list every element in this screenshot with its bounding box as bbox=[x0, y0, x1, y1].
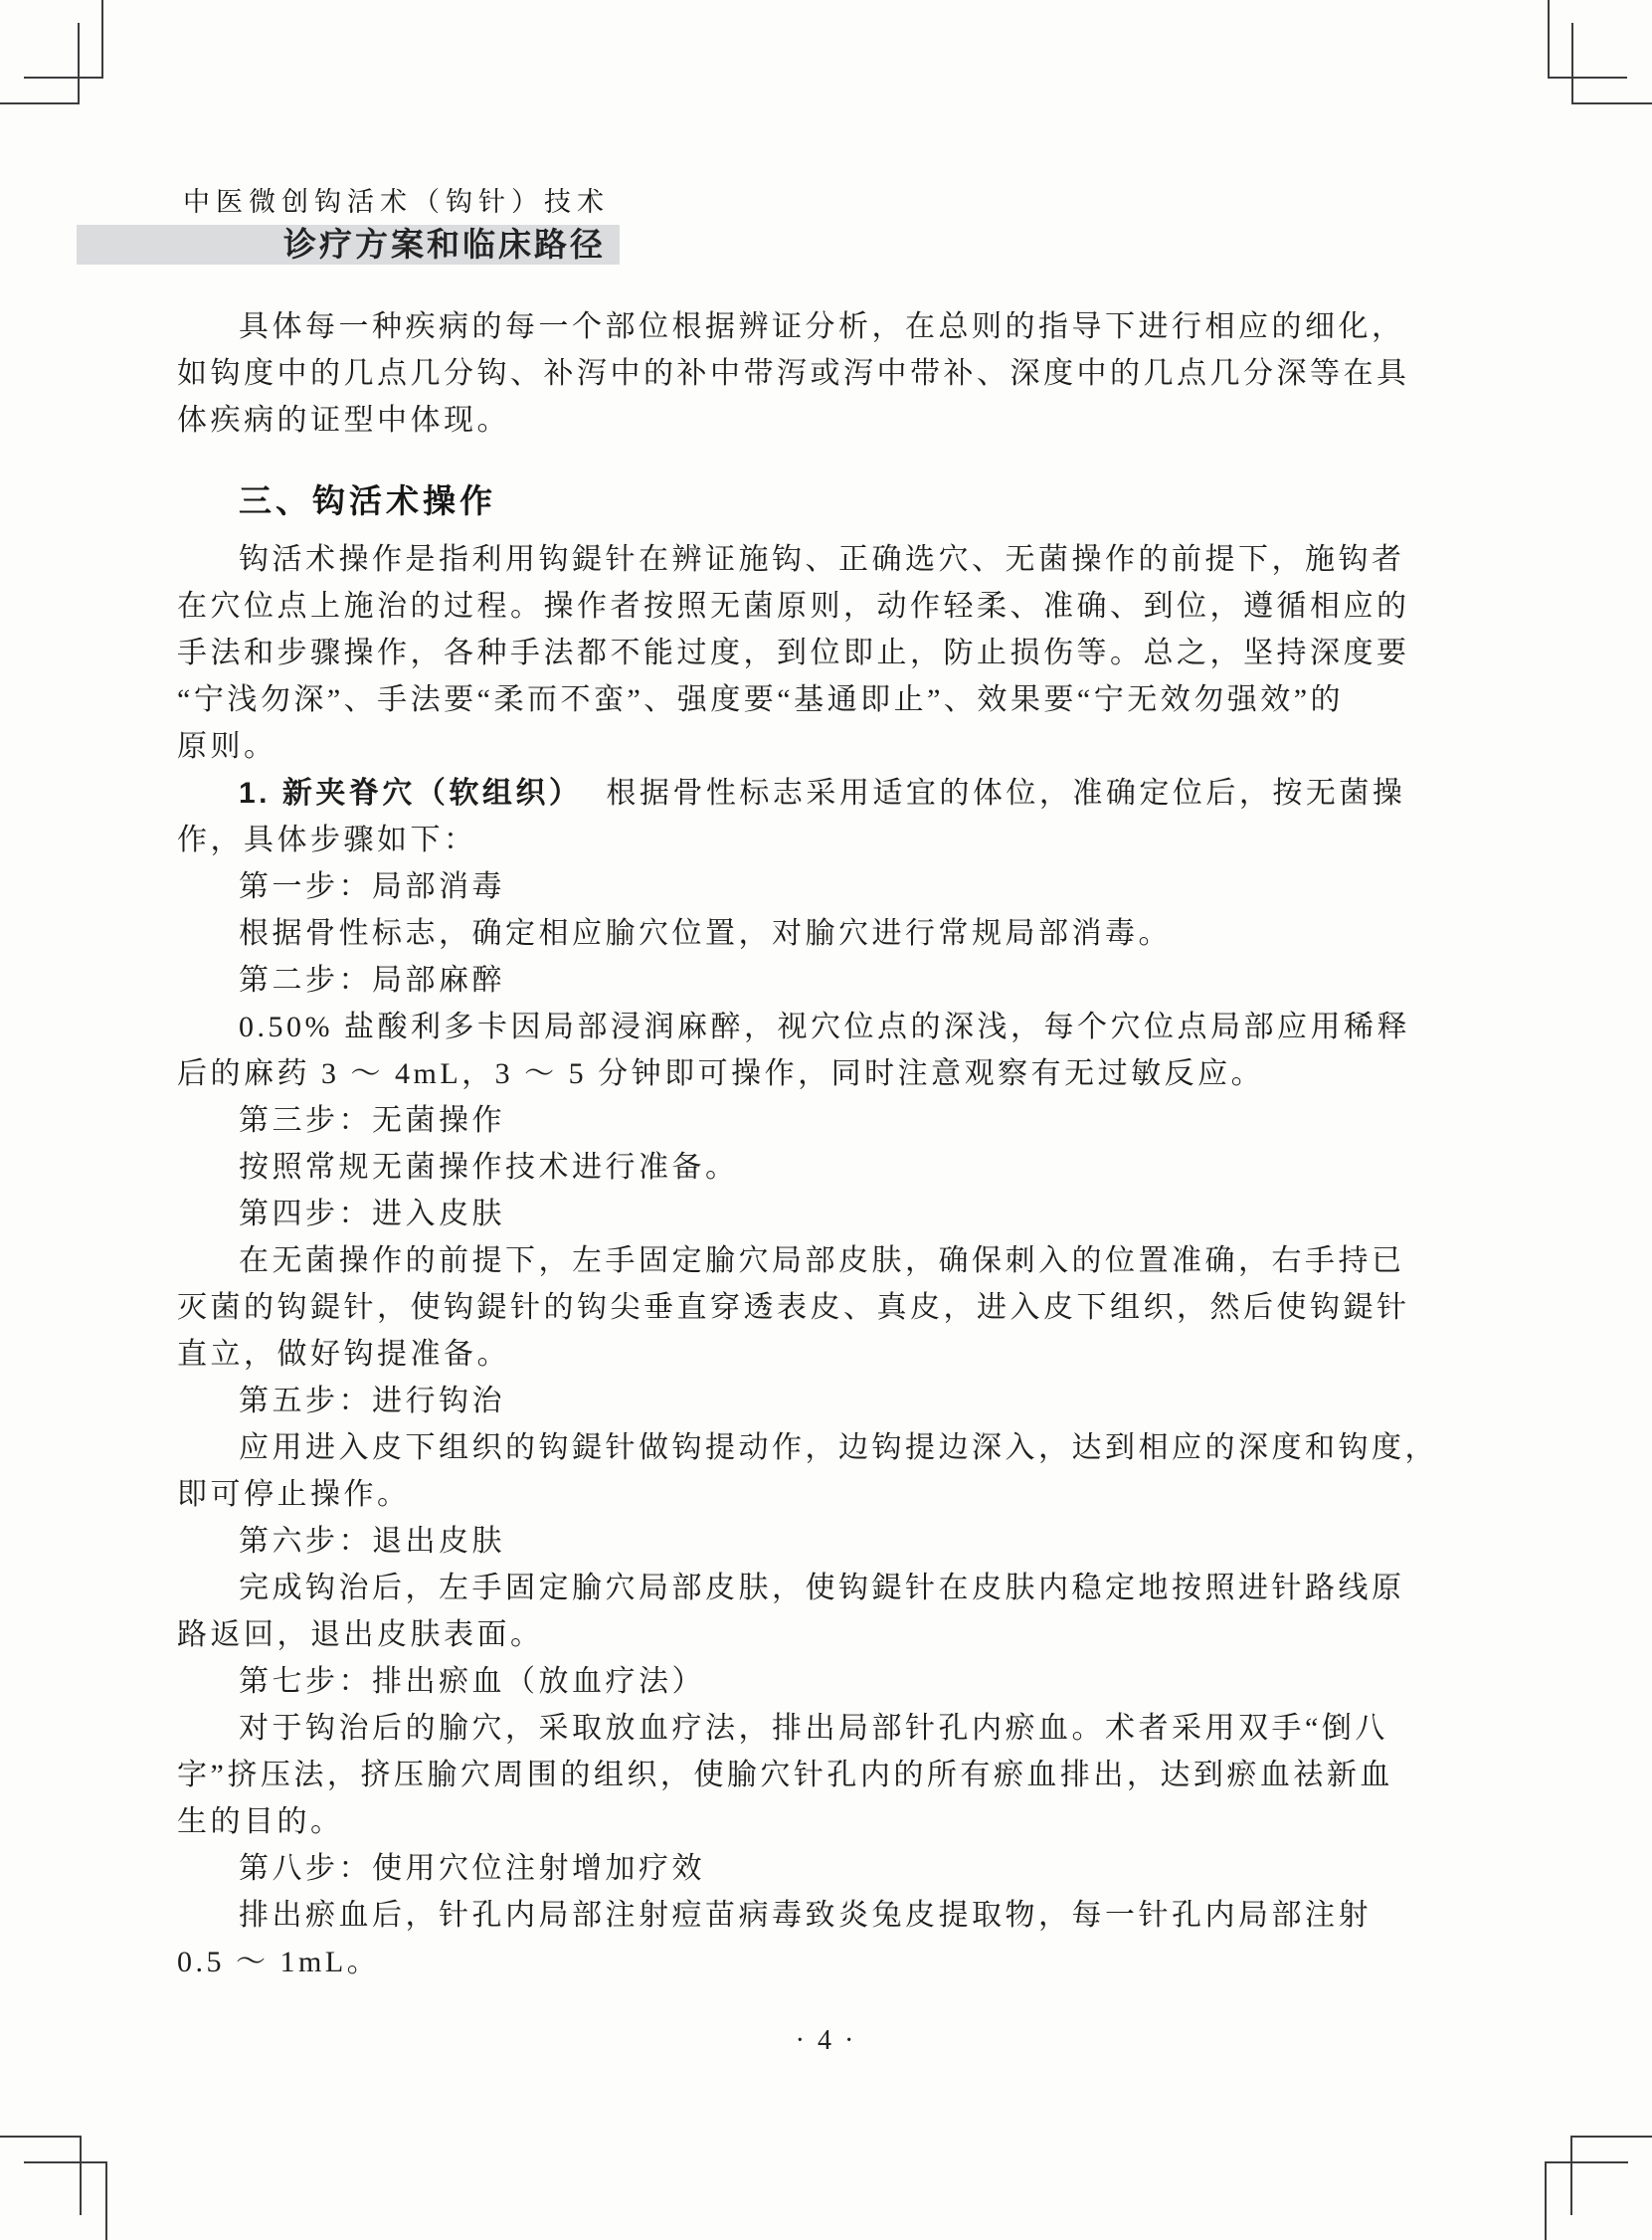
step-label: 第二步：局部麻醉 bbox=[239, 964, 505, 997]
step-body-line: 生的目的。 bbox=[177, 1805, 344, 1838]
chapter-band bbox=[77, 225, 620, 265]
crop-mark-top-right-inner bbox=[1571, 23, 1652, 104]
paragraph-line: 钩活术操作是指利用钩鍉针在辨证施钩、正确选穴、无菌操作的前提下，施钩者 bbox=[239, 543, 1405, 576]
step-label: 第七步：排出瘀血（放血疗法） bbox=[239, 1665, 705, 1698]
paragraph-line: 在穴位点上施治的过程。操作者按照无菌原则，动作轻柔、准确、到位，遵循相应的 bbox=[177, 590, 1410, 623]
step-label: 第一步：局部消毒 bbox=[239, 870, 505, 903]
step-body-line: 0.50% 盐酸利多卡因局部浸润麻醉，视穴位点的深浅，每个穴位点局部应用稀释 bbox=[239, 1011, 1410, 1043]
step-body-line: 应用进入皮下组织的钩鍉针做钩提动作，边钩提边深入，达到相应的深度和钩度， bbox=[239, 1431, 1438, 1464]
page-number: · 4 · bbox=[795, 2025, 857, 2056]
book-title: 中医微创钩活术（钩针）技术 bbox=[183, 187, 610, 217]
step-body-line: 灭菌的钩鍉针，使钩鍉针的钩尖垂直穿透表皮、真皮，进入皮下组织，然后使钩鍉针 bbox=[177, 1291, 1410, 1324]
body-text bbox=[177, 303, 1486, 1985]
paragraph-line: 具体每一种疾病的每一个部位根据辨证分析，在总则的指导下进行相应的细化， bbox=[239, 310, 1405, 343]
crop-mark-bottom-right-inner bbox=[1570, 2136, 1652, 2215]
step-body-line: 直立，做好钩提准备。 bbox=[177, 1338, 510, 1371]
step-body-line: 后的麻药 3 ～ 4mL，3 ～ 5 分钟即可操作，同时注意观察有无过敏反应。 bbox=[177, 1057, 1265, 1090]
step-body-line: 即可停止操作。 bbox=[177, 1478, 411, 1511]
paragraph-line: 手法和步骤操作，各种手法都不能过度，到位即止，防止损伤等。总之，坚持深度要 bbox=[177, 637, 1410, 669]
step-body-line: 按照常规无菌操作技术进行准备。 bbox=[239, 1151, 739, 1184]
step-body-line: 对于钩治后的腧穴，采取放血疗法，排出局部针孔内瘀血。术者采用双手“倒八 bbox=[239, 1712, 1388, 1745]
chapter-band-title: 诊疗方案和临床路径 bbox=[283, 226, 606, 263]
step-body-line: 0.5 ～ 1mL。 bbox=[177, 1946, 381, 1978]
step-label: 第五步：进行钩治 bbox=[239, 1385, 505, 1417]
item-number-title: 1. 新夹脊穴（软组织） bbox=[239, 777, 583, 810]
step-body-line: 排出瘀血后，针孔内局部注射痘苗病毒致炎兔皮提取物，每一针孔内局部注射 bbox=[239, 1899, 1372, 1932]
paragraph-line: 体疾病的证型中体现。 bbox=[177, 404, 510, 437]
section-heading: 三、钩活术操作 bbox=[239, 482, 496, 519]
crop-mark-bottom-left-inner bbox=[0, 2136, 82, 2215]
step-body-line: 在无菌操作的前提下，左手固定腧穴局部皮肤，确保刺入的位置准确，右手持已 bbox=[239, 1244, 1405, 1277]
step-label: 第八步：使用穴位注射增加疗效 bbox=[239, 1852, 705, 1885]
step-label: 第四步：进入皮肤 bbox=[239, 1198, 505, 1230]
step-label: 第六步：退出皮肤 bbox=[239, 1525, 505, 1558]
item-lead-text: 根据骨性标志采用适宜的体位，准确定位后，按无菌操 bbox=[606, 777, 1406, 810]
step-body-line: 根据骨性标志，确定相应腧穴位置，对腧穴进行常规局部消毒。 bbox=[239, 917, 1172, 950]
paragraph-line: 如钩度中的几点几分钩、补泻中的补中带泻或泻中带补、深度中的几点几分深等在具 bbox=[177, 357, 1410, 390]
item-lead-line bbox=[177, 770, 1486, 817]
step-label: 第三步：无菌操作 bbox=[239, 1104, 505, 1137]
paragraph-line: “宁浅勿深”、手法要“柔而不蛮”、强度要“基通即止”、效果要“宁无效勿强效”的 bbox=[177, 683, 1345, 716]
paragraph-line: 原则。 bbox=[177, 730, 277, 763]
running-head bbox=[77, 185, 620, 265]
step-body-line: 路返回，退出皮肤表面。 bbox=[177, 1618, 544, 1651]
step-body-line: 完成钩治后，左手固定腧穴局部皮肤，使钩鍉针在皮肤内稳定地按照进针路线原 bbox=[239, 1572, 1405, 1604]
crop-mark-top-left-inner bbox=[0, 23, 80, 104]
paragraph-line: 作，具体步骤如下： bbox=[177, 824, 477, 856]
step-body-line: 字”挤压法，挤压腧穴周围的组织，使腧穴针孔内的所有瘀血排出，达到瘀血祛新血 bbox=[177, 1759, 1393, 1791]
